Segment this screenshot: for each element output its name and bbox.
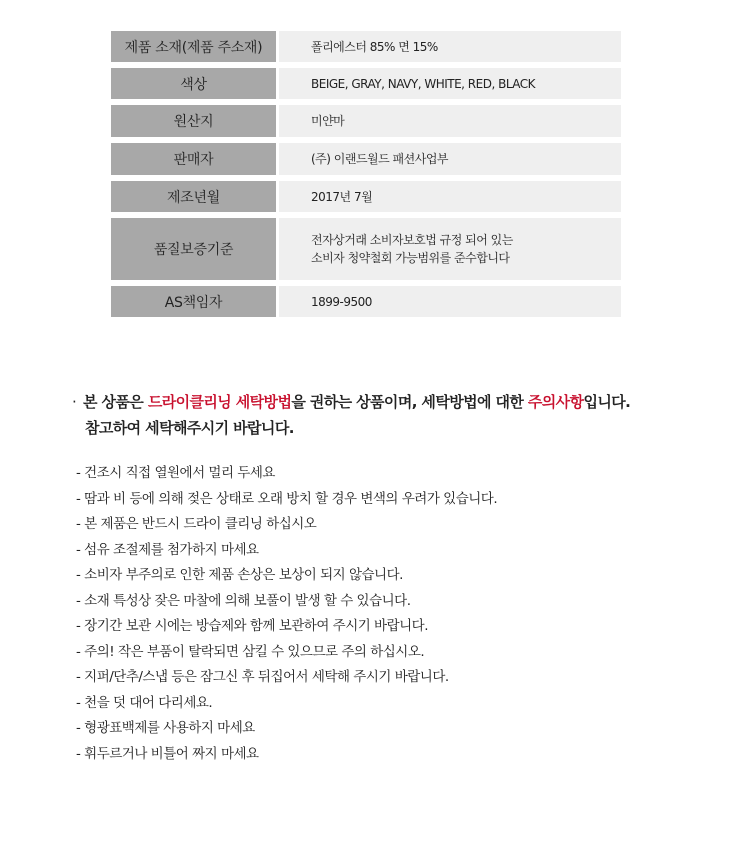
care-item: - 천을 덧 대어 다리세요. bbox=[76, 694, 213, 711]
care-item: - 휘두르거나 비틀어 짜지 마세요 bbox=[76, 745, 259, 762]
care-item: - 섬유 조절제를 첨가하지 마세요 bbox=[76, 541, 259, 558]
care-item: - 장기간 보관 시에는 방습제와 함께 보관하여 주시기 바랍니다. bbox=[76, 618, 429, 634]
spec-value bbox=[279, 218, 621, 280]
spec-label: 제품 소재(제품 주소재) bbox=[111, 31, 276, 62]
spec-value-line: 소비자 청약철회 가능범위를 준수합니다 bbox=[311, 251, 510, 265]
care-item: - 소재 특성상 잦은 마찰에 의해 보풀이 발생 할 수 있습니다. bbox=[76, 592, 411, 609]
notice-highlight-dry-cleaning: 드라이클리닝 세탁방법 bbox=[147, 393, 292, 411]
washing-notice bbox=[72, 389, 712, 441]
spec-value: (주) 이랜드월드 패션사업부 bbox=[279, 143, 621, 175]
spec-row-origin bbox=[111, 105, 621, 137]
spec-value: 미얀마 bbox=[279, 105, 621, 137]
notice-line-1 bbox=[72, 389, 712, 415]
spec-row-manufacture-date bbox=[111, 181, 621, 212]
spec-label: 판매자 bbox=[111, 143, 276, 175]
care-item: - 소비자 부주의로 인한 제품 손상은 보상이 되지 않습니다. bbox=[76, 567, 403, 583]
bullet-dot: · bbox=[72, 393, 77, 411]
spec-row-quality-guarantee bbox=[111, 218, 621, 280]
notice-line-2 bbox=[72, 415, 712, 441]
spec-value: 2017년 7월 bbox=[279, 181, 621, 212]
notice-text: 본 상품은 bbox=[83, 393, 148, 411]
spec-row-seller bbox=[111, 143, 621, 175]
care-item: - 본 제품은 반드시 드라이 클리닝 하십시오 bbox=[76, 516, 317, 532]
care-item: - 형광표백제를 사용하지 마세요 bbox=[76, 720, 255, 736]
spec-row-color bbox=[111, 68, 621, 99]
care-item: - 땀과 비 등에 의해 젖은 상태로 오래 방치 할 경우 변색의 우려가 있습니다. bbox=[76, 490, 498, 507]
care-item: - 지퍼/단추/스냅 등은 잠그신 후 뒤집어서 세탁해 주시기 바랍니다. bbox=[76, 669, 449, 685]
spec-label: AS책임자 bbox=[111, 286, 276, 317]
notice-highlight-precautions: 주의사항 bbox=[527, 393, 584, 411]
spec-value: BEIGE, GRAY, NAVY, WHITE, RED, BLACK bbox=[279, 68, 621, 99]
spec-label: 품질보증기준 bbox=[111, 218, 276, 280]
spec-value: 1899-9500 bbox=[279, 286, 621, 317]
spec-value-line: 전자상거래 소비자보호법 규정 되어 있는 bbox=[311, 233, 513, 247]
spec-label: 원산지 bbox=[111, 105, 276, 137]
spec-row-material bbox=[111, 31, 621, 62]
notice-text: 입니다. bbox=[583, 393, 631, 411]
care-instructions-list bbox=[76, 461, 716, 767]
product-spec-table bbox=[111, 31, 621, 323]
spec-label: 제조년월 bbox=[111, 181, 276, 212]
spec-label: 색상 bbox=[111, 68, 276, 99]
notice-text: 을 권하는 상품이며, 세탁방법에 대한 bbox=[291, 393, 528, 411]
spec-row-as-contact bbox=[111, 286, 621, 317]
care-item: - 건조시 직접 열원에서 멀리 두세요 bbox=[76, 465, 275, 481]
spec-value: 폴리에스터 85% 면 15% bbox=[279, 31, 621, 62]
care-item: - 주의! 작은 부품이 탈락되면 삼킬 수 있으므로 주의 하십시오. bbox=[76, 643, 425, 660]
notice-text: 참고하여 세탁해주시기 바랍니다. bbox=[85, 419, 294, 437]
